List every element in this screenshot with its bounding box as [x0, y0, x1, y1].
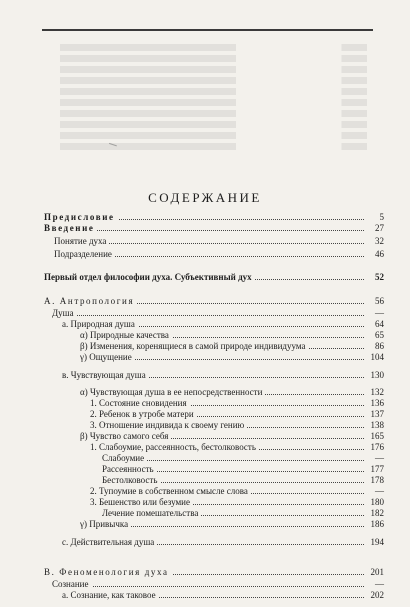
toc-entry-label: 2. Ребенок в утробе матери — [90, 409, 197, 420]
toc-entry — [44, 508, 384, 519]
toc-entry-label: Бестолковость — [102, 475, 160, 486]
toc-entry — [44, 453, 384, 464]
toc-entry — [44, 352, 384, 363]
toc-entry — [44, 475, 384, 486]
toc-entry-label: в. Чувствующая душа — [62, 370, 149, 381]
toc-entry-label: Введение — [44, 223, 97, 234]
toc-entry-label: α) Природные качества — [80, 330, 172, 341]
toc-page-number: 64 — [367, 319, 384, 330]
toc-entry — [44, 223, 384, 234]
toc-entry — [44, 442, 384, 453]
toc-page-number: — — [367, 308, 384, 319]
toc-entry — [44, 272, 384, 283]
toc-entry-label: а. Сознание, как таковое — [62, 590, 159, 601]
toc-entry — [44, 579, 384, 590]
toc-entry-label: α) Чувствующая душа в ее непосредственности — [80, 387, 265, 398]
toc-entry-label: γ) Ощущение — [80, 352, 135, 363]
toc-entry — [44, 537, 384, 548]
toc-entry-label: В. Феноменология духа — [44, 567, 172, 578]
toc-entry — [44, 330, 384, 341]
toc-entry-label: Предисловие — [44, 212, 118, 223]
toc-entry — [44, 398, 384, 409]
toc-page-number: 5 — [367, 212, 384, 223]
toc-page-number: 178 — [367, 475, 384, 486]
toc-entry-label: β) Изменения, коренящиеся в самой природе индивидуума — [80, 341, 308, 352]
toc-entry-label: 2. Тупоумие в собственном смысле слова — [90, 486, 251, 497]
toc-entry-label: Понятие духа — [54, 236, 109, 247]
toc-entry — [44, 590, 384, 601]
toc-entry — [44, 519, 384, 530]
toc-page-number: 52 — [367, 272, 384, 283]
toc-page-number: 201 — [367, 567, 384, 578]
toc-entry — [44, 319, 384, 330]
toc-entry — [44, 497, 384, 508]
toc-entry — [44, 308, 384, 319]
dot-leader — [52, 315, 364, 316]
toc-entry-label: 3. Отношение индивида к своему гению — [90, 420, 247, 431]
toc-page-number: 202 — [367, 590, 384, 601]
toc-entry — [44, 249, 384, 260]
toc-page-number: 165 — [367, 431, 384, 442]
toc-page-number: 176 — [367, 442, 384, 453]
toc-page-number: — — [367, 453, 384, 464]
toc-entry — [44, 212, 384, 223]
toc-page-number: 177 — [367, 464, 384, 475]
toc-entry-label: 3. Бешенство или безумие — [90, 497, 193, 508]
toc-page-number: 46 — [367, 249, 384, 260]
toc-entry — [44, 296, 384, 307]
toc-page-number: 56 — [367, 296, 384, 307]
toc-page-number: 182 — [367, 508, 384, 519]
toc-page-number: 32 — [367, 236, 384, 247]
top-rule — [42, 29, 373, 31]
toc-entry — [44, 341, 384, 352]
toc-page-number: — — [367, 486, 384, 497]
toc-page-number: 104 — [367, 352, 384, 363]
toc-entry-label: Рассеянность — [102, 464, 157, 475]
toc-page-number: 27 — [367, 223, 384, 234]
table-of-contents — [44, 212, 384, 601]
toc-page-number: 137 — [367, 409, 384, 420]
toc-page-number: 138 — [367, 420, 384, 431]
toc-entry-label: А. Антропология — [44, 296, 137, 307]
toc-entry-label: а. Природная душа — [62, 319, 138, 330]
toc-page-number: 130 — [367, 370, 384, 381]
toc-entry — [44, 464, 384, 475]
toc-entry-label: Лечение помешательства — [102, 508, 201, 519]
toc-page-number: 194 — [367, 537, 384, 548]
toc-entry-label: 1. Состояние сновидения — [90, 398, 190, 409]
toc-page-number: 86 — [367, 341, 384, 352]
toc-entry-label: γ) Привычка — [80, 519, 131, 530]
dot-leader — [52, 586, 364, 587]
toc-entry-label: Сознание — [52, 579, 92, 590]
page-title: СОДЕРЖАНИЕ — [148, 190, 262, 205]
toc-entry-label: Душа — [52, 308, 77, 319]
toc-entry — [44, 431, 384, 442]
toc-entry — [44, 236, 384, 247]
toc-entry-label: с. Действительная душа — [62, 537, 157, 548]
toc-page-number: 132 — [367, 387, 384, 398]
toc-entry — [44, 486, 384, 497]
toc-entry — [44, 409, 384, 420]
show-through-text — [60, 40, 380, 170]
toc-entry-label: Слабоумие — [102, 453, 147, 464]
toc-page-number: 65 — [367, 330, 384, 341]
toc-page-number: 136 — [367, 398, 384, 409]
toc-entry-label: β) Чувство самого себя — [80, 431, 171, 442]
toc-entry-label: Подразделение — [54, 249, 115, 260]
toc-page-number: 180 — [367, 497, 384, 508]
toc-page-number: — — [367, 579, 384, 590]
toc-entry — [44, 420, 384, 431]
toc-entry — [44, 567, 384, 578]
toc-page-number: 186 — [367, 519, 384, 530]
toc-entry — [44, 387, 384, 398]
toc-entry — [44, 370, 384, 381]
toc-entry-label: Первый отдел философии духа. Субъективный дух — [44, 272, 255, 283]
toc-entry-label: 1. Слабоумие, рассеянность, бестолковость — [90, 442, 259, 453]
